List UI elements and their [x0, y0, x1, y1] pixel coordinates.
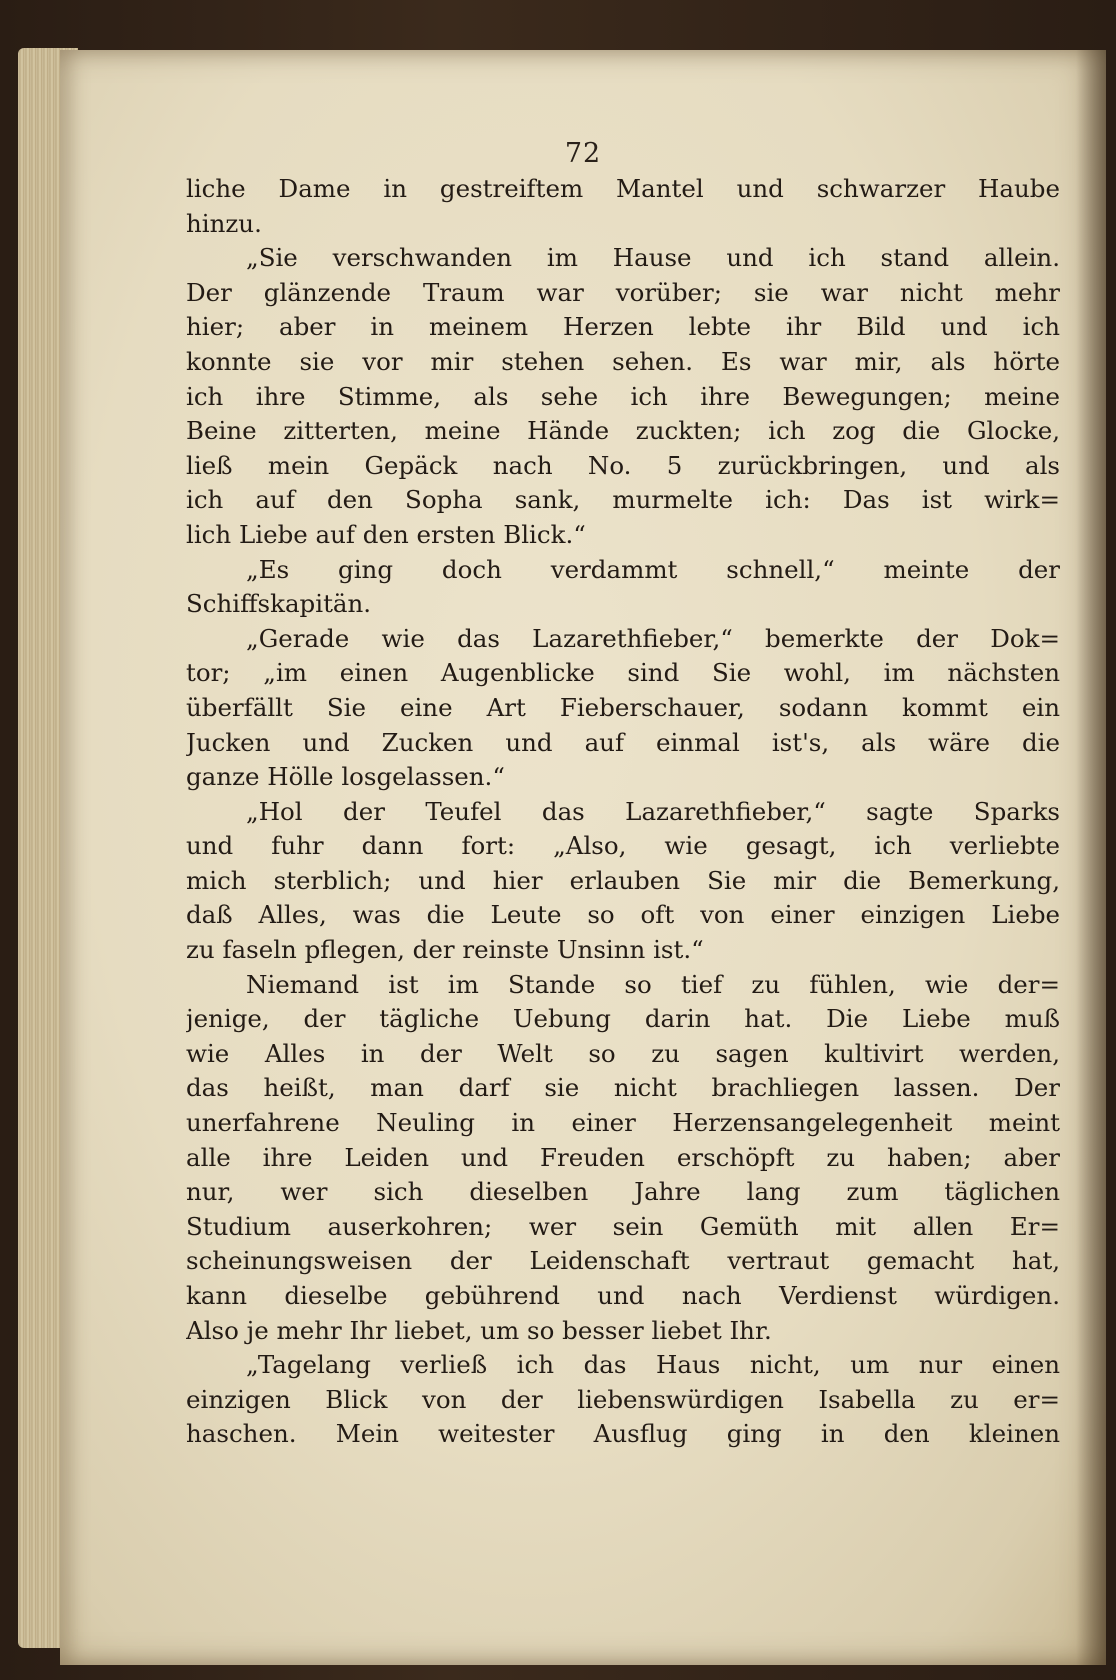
text-line: „Gerade wie das Lazarethfieber,“ bemerkte der Dok=	[246, 623, 1060, 653]
text-line: Jucken und Zucken und auf einmal ist's, als wäre die	[186, 727, 1060, 757]
text-line: „Sie verschwanden im Hause und ich stand allein.	[246, 243, 1060, 273]
text-line: „Hol der Teufel das Lazarethfieber,“ sagte Sparks	[246, 796, 1060, 826]
text-line: Schiffskapitän.	[186, 589, 372, 619]
text-line: Beine zitterten, meine Hände zuckten; ich zog die Glocke,	[186, 416, 1060, 446]
text-line: konnte sie vor mir stehen sehen. Es war mir, als hörte	[186, 346, 1060, 376]
text-line: zu faseln pflegen, der reinste Unsinn ist.“	[186, 935, 704, 965]
text-line: lich Liebe auf den ersten Blick.“	[186, 519, 586, 549]
text-line: Also je mehr Ihr liebet, um so besser liebet Ihr.	[186, 1315, 772, 1345]
text-line: ich auf den Sopha sank, murmelte ich: Das ist wirk=	[186, 485, 1060, 515]
text-line: daß Alles, was die Leute so oft von einer einzigen Liebe	[186, 900, 1060, 930]
text-line: wie Alles in der Welt so zu sagen kultivirt werden,	[186, 1038, 1060, 1068]
text-line: einzigen Blick von der liebenswürdigen Isabella zu er=	[186, 1384, 1060, 1414]
text-line: das heißt, man darf sie nicht brachliegen lassen. Der	[186, 1073, 1060, 1103]
text-line: ließ mein Gepäck nach No. 5 zurückbringen, und als	[186, 450, 1060, 480]
text-line: nur, wer sich dieselben Jahre lang zum täglichen	[186, 1177, 1060, 1207]
text-line: hinzu.	[186, 208, 262, 238]
text-line: alle ihre Leiden und Freuden erschöpft zu haben; aber	[186, 1142, 1060, 1172]
text-line: Der glänzende Traum war vorüber; sie war nicht mehr	[186, 277, 1060, 307]
text-line: Studium auserkohren; wer sein Gemüth mit allen Er=	[186, 1211, 1060, 1241]
text-line: hier; aber in meinem Herzen lebte ihr Bild und ich	[186, 312, 1060, 342]
text-line: „Tagelang verließ ich das Haus nicht, um nur einen	[246, 1350, 1060, 1380]
text-line: ganze Hölle losgelassen.“	[186, 762, 505, 792]
body-text	[186, 172, 1060, 1452]
text-line: haschen. Mein weitester Ausflug ging in den kleinen	[186, 1419, 1060, 1449]
text-line: Niemand ist im Stande so tief zu fühlen, wie der=	[246, 969, 1060, 999]
text-line: unerfahrene Neuling in einer Herzensangelegenheit meint	[186, 1108, 1060, 1138]
text-line: mich sterblich; und hier erlauben Sie mir die Bemerkung,	[186, 865, 1060, 895]
page-number: 72	[564, 138, 602, 169]
text-line: und fuhr dann fort: „Also, wie gesagt, ich verliebte	[186, 831, 1060, 861]
text-line: liche Dame in gestreiftem Mantel und schwarzer Haube	[186, 174, 1060, 203]
text-line: „Es ging doch verdammt schnell,“ meinte der	[246, 554, 1060, 584]
text-line: überfällt Sie eine Art Fieberschauer, sodann kommt ein	[186, 692, 1060, 722]
text-line: tor; „im einen Augenblicke sind Sie wohl, im nächsten	[186, 658, 1060, 688]
text-line: ich ihre Stimme, als sehe ich ihre Bewegungen; meine	[186, 381, 1060, 411]
text-line: kann dieselbe gebührend und nach Verdienst würdigen.	[186, 1281, 1060, 1310]
text-line: jenige, der tägliche Uebung darin hat. Die Liebe muß	[186, 1004, 1060, 1034]
text-line: scheinungsweisen der Leidenschaft vertraut gemacht hat,	[186, 1246, 1060, 1276]
spine-shadow	[1076, 50, 1106, 1665]
